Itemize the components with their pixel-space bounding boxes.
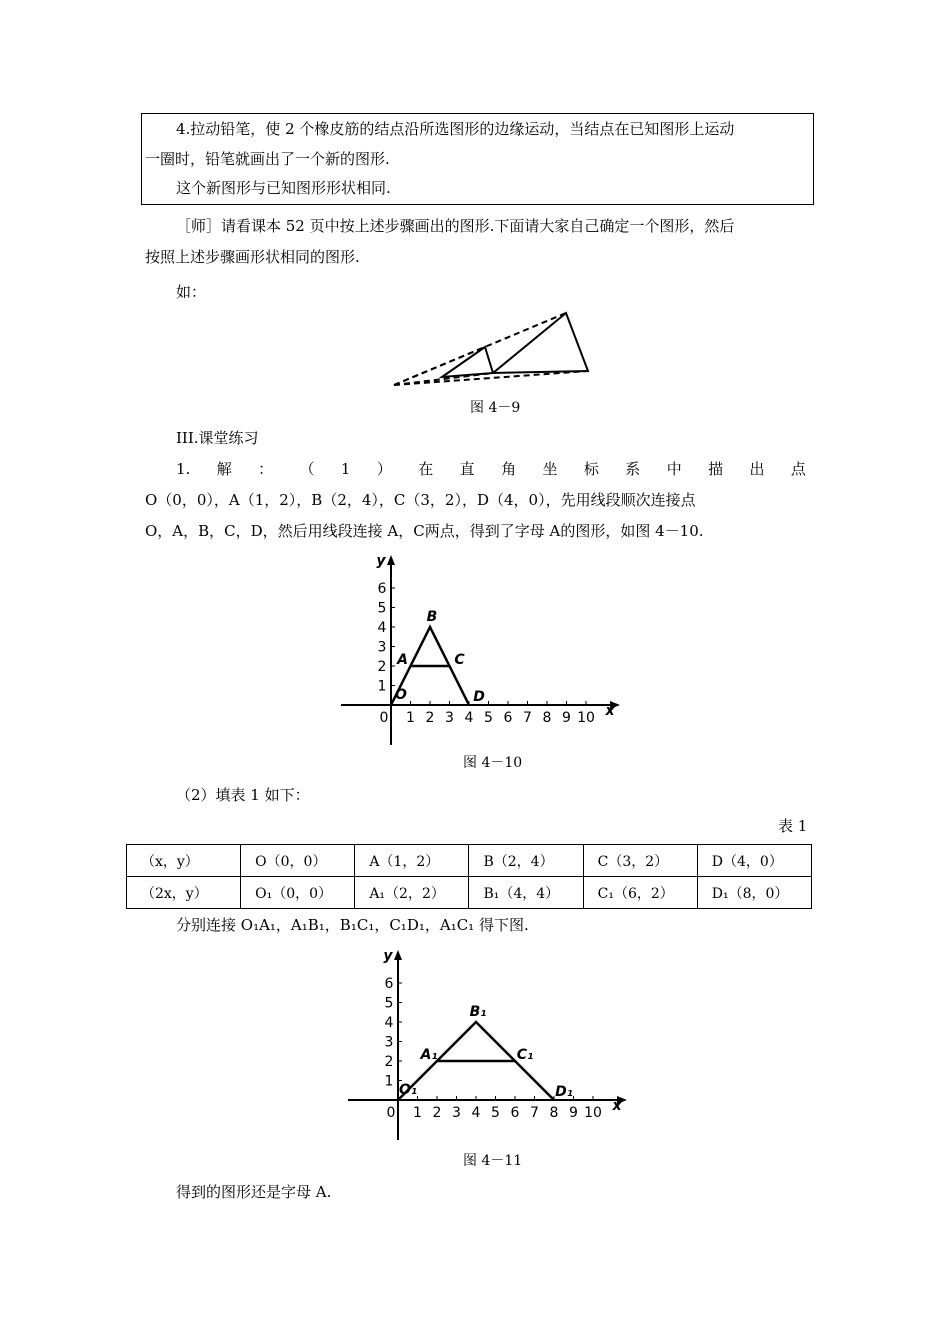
exercise-1-word: ： [258, 460, 274, 478]
fig10-x-tick-label: 2 [425, 710, 435, 726]
fig10-x-tick-label: 8 [542, 710, 552, 726]
table-row [127, 845, 812, 877]
example-label: 如： [176, 283, 207, 301]
fig11-x-label: x [612, 1098, 622, 1114]
part-2-label: （2）填表 1 如下： [176, 786, 310, 804]
figure-4-10-graph [338, 550, 628, 750]
exercise-1-line-1 [176, 459, 806, 479]
fig10-y-tick-label: 6 [377, 581, 387, 597]
figure-4-11-caption: 图 4－11 [463, 1153, 523, 1169]
table-cell: O₁（0，0） [241, 877, 355, 909]
table-row [127, 877, 812, 909]
box-line-2: 一圈时，铅笔就画出了一个新的图形. [145, 150, 390, 168]
fig11-y-tick-label: 3 [384, 1034, 394, 1051]
exercise-1-word: （ [299, 460, 315, 478]
teacher-line-2: 按照上述步骤画形状相同的图形. [145, 248, 360, 266]
figure-4-9-caption: 图 4－9 [470, 400, 521, 416]
conclusion-text: 得到的图形还是字母 A. [176, 1183, 332, 1201]
fig10-x-tick-label: 4 [464, 710, 474, 726]
coordinate-table [126, 844, 812, 909]
exercise-1-word: 出 [749, 460, 765, 478]
fig11-x-tick-label: 8 [549, 1105, 559, 1121]
fig10-point-label: D [473, 689, 485, 705]
table-cell: （2x，y） [127, 877, 241, 909]
fig10-x-label: x [605, 703, 615, 719]
fig11-y-tick-label: 2 [384, 1054, 394, 1070]
exercise-1-word: 1. [176, 460, 191, 478]
table-cell: D₁（8，0） [697, 877, 811, 909]
fig10-point-label: O [395, 687, 407, 703]
fig10-x-tick-label: 5 [484, 710, 493, 726]
fig10-y-tick-label: 2 [377, 659, 387, 675]
fig11-x-tick-label: 9 [569, 1105, 578, 1121]
fig11-point-label: A₁ [420, 1047, 438, 1063]
fig10-y-tick-label: 5 [377, 600, 387, 617]
fig10-y-arrow [387, 555, 395, 565]
fig11-y-tick-label: 5 [384, 995, 394, 1012]
fig11-x-tick-label: 1 [413, 1105, 422, 1121]
exercise-1-word: 坐 [542, 460, 558, 478]
fig11-y-tick-label: 6 [384, 976, 394, 992]
table-cell: D（4，0） [697, 845, 811, 877]
fig11-y-tick-label: 4 [384, 1015, 394, 1031]
fig11-y-arrow [394, 950, 402, 960]
fig10-x-tick-label: 1 [406, 710, 415, 726]
exercise-1-word: 描 [708, 460, 724, 478]
table-cell: （x，y） [127, 845, 241, 877]
table-cell: C（3，2） [583, 845, 697, 877]
fig11-x-tick-label: 2 [432, 1105, 442, 1121]
fig10-y-label: y [376, 553, 386, 569]
fig10-y-tick-label: 4 [377, 620, 387, 636]
fig11-point-label: B₁ [469, 1004, 487, 1020]
figure-4-9 [390, 305, 600, 395]
exercise-1-line-3: O，A，B，C，D，然后用线段连接 A，C两点，得到了字母 A的图形，如图 4－10. [145, 522, 704, 540]
fig11-x-tick-label: 6 [510, 1105, 520, 1121]
exercise-1-word: 中 [666, 460, 682, 478]
fig11-x-tick-label: 7 [530, 1105, 539, 1121]
fig10-y-tick-label: 1 [377, 678, 387, 695]
fig11-x-tick-label: 5 [491, 1105, 500, 1121]
exercise-1-word: 1 [340, 460, 351, 478]
box-line-1: 4.拉动铅笔，使 2 个橡皮筋的结点沿所选图形的边缘运动，当结点在已知图形上运动 [176, 120, 735, 138]
table-cell: A₁（2，2） [355, 877, 469, 909]
fig10-x-tick-label: 6 [503, 710, 513, 726]
table-cell: B（2，4） [469, 845, 583, 877]
fig10-x-tick-label: 9 [562, 710, 571, 726]
exercise-1-word: 在 [418, 460, 434, 478]
table-cell: B₁（4，4） [469, 877, 583, 909]
fig11-y-label: y [383, 948, 393, 964]
box-line-3: 这个新图形与已知图形形状相同. [176, 179, 391, 197]
figure-4-11-graph [345, 945, 635, 1145]
fig11-point-label: O₁ [398, 1082, 418, 1098]
exercise-1-word: 系 [625, 460, 641, 478]
exercise-1-line-2: O（0，0），A（1，2），B（2，4），C（3，2），D（4，0），先用线段顺次连接点 [145, 491, 696, 509]
fig10-x-tick-label: 3 [445, 710, 454, 726]
exercise-1-word: 点 [790, 460, 806, 478]
fig11-x-tick-label: 10 [584, 1105, 602, 1121]
table-cell: A（1，2） [355, 845, 469, 877]
figure-4-10-caption: 图 4－10 [463, 755, 523, 771]
exercise-1-word: 标 [583, 460, 599, 478]
table-cell: C₁（6，2） [583, 877, 697, 909]
exercise-1-word: 解 [216, 460, 232, 478]
fig11-x-tick-label: 4 [471, 1105, 481, 1121]
fig11-point-label: D₁ [555, 1084, 573, 1100]
fig11-origin-label: 0 [386, 1105, 396, 1121]
fig10-x-tick-label: 7 [523, 710, 532, 726]
exercise-1-word: ） [376, 460, 392, 478]
fig10-point-label: A [397, 652, 408, 668]
teacher-line-1: ［师］请看课本 52 页中按上述步骤画出的图形.下面请大家自己确定一个图形，然后 [176, 217, 735, 235]
fig10-y-tick-label: 3 [377, 639, 387, 656]
fig11-x-tick-label: 3 [452, 1105, 461, 1121]
exercise-1-word: 角 [501, 460, 517, 478]
large-triangle [493, 313, 588, 373]
fig10-origin-label: 0 [379, 710, 389, 726]
fig10-point-label: C [454, 652, 465, 668]
table-title: 表 1 [778, 817, 808, 835]
section-title: III.课堂练习 [176, 429, 259, 447]
connect-text: 分别连接 O₁A₁，A₁B₁，B₁C₁，C₁D₁，A₁C₁ 得下图. [176, 916, 529, 934]
fig10-point-label: B [426, 609, 438, 625]
fig10-x-tick-label: 10 [577, 710, 595, 726]
fig11-point-label: C₁ [516, 1047, 534, 1063]
table-cell: O（0，0） [241, 845, 355, 877]
fig11-y-tick-label: 1 [384, 1073, 394, 1090]
exercise-1-word: 直 [459, 460, 475, 478]
